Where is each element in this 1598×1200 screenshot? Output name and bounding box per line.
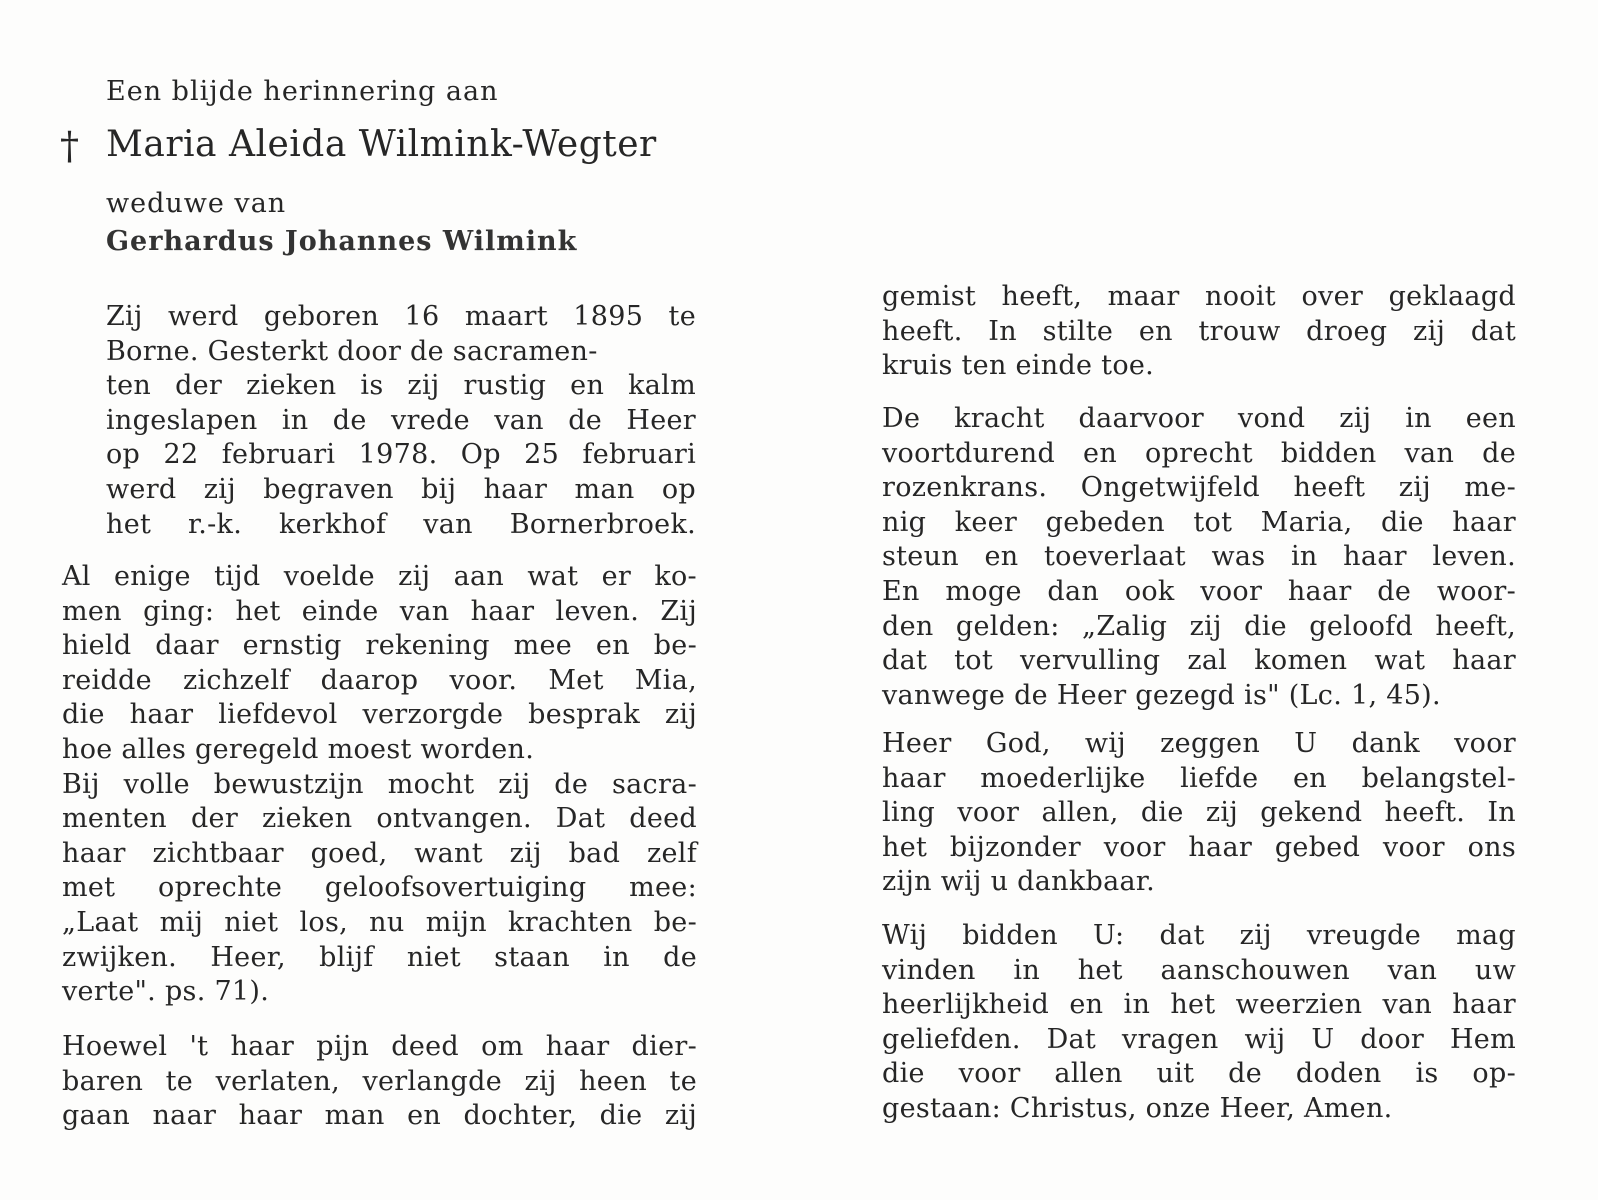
- text-line: den gelden: „Zalig zij die geloofd heeft,: [882, 610, 1516, 642]
- text-line: En moge dan ook voor haar de woor-: [882, 575, 1516, 607]
- text-line: Zij werd geboren 16 maart 1895 te: [106, 301, 696, 332]
- text-line: ten der zieken is zij rustig en kalm: [106, 370, 696, 402]
- paragraph-birth-death: [106, 300, 696, 542]
- text-line: Hoewel 't haar pijn deed om haar dier-: [62, 1031, 697, 1062]
- text-line: zijn wij u dankbaar.: [882, 866, 1156, 898]
- text-line: vanwege de Heer gezegd is" (Lc. 1, 45).: [882, 679, 1441, 711]
- text-line: geliefden. Dat vragen wij U door Hem: [882, 1023, 1516, 1055]
- text-line: heerlijkheid en in het weerzien van haar: [882, 989, 1516, 1021]
- text-line: vinden in het aanschouwen van uw: [882, 954, 1516, 986]
- text-line: Bij volle bewustzijn mocht zij de sacra-: [62, 768, 697, 800]
- text-line: op 22 februari 1978. Op 25 februari: [106, 439, 696, 471]
- text-line: gaan naar haar man en dochter, die zij: [62, 1100, 697, 1132]
- text-line: men ging: het einde van haar leven. Zij: [62, 595, 697, 627]
- text-line: werd zij begraven bij haar man op: [106, 473, 696, 505]
- text-line: die haar liefdevol verzorgde besprak zij: [62, 699, 697, 731]
- text-line: Borne. Gesterkt door de sacramen-: [106, 335, 598, 367]
- text-line: gemist heeft, maar nooit over geklaagd: [882, 281, 1516, 312]
- deceased-name: Maria Aleida Wilmink-Wegter: [106, 124, 657, 165]
- paragraph-prayer: [882, 919, 1516, 1127]
- text-line: „Laat mij niet los, nu mijn krachten be-: [62, 906, 697, 938]
- text-line: ling voor allen, die zij gekend heeft. In: [882, 797, 1516, 829]
- paragraph-farewell: [62, 1030, 697, 1134]
- text-line: voortdurend en oprecht bidden van de: [882, 437, 1516, 469]
- text-line: kruis ten einde toe.: [882, 350, 1155, 382]
- text-line: het r.-k. kerkhof van Bornerbroek.: [106, 508, 696, 540]
- text-line: heeft. In stilte en trouw droeg zij dat: [882, 315, 1516, 347]
- cross-icon: †: [60, 124, 79, 168]
- paragraph-final-days: [62, 560, 697, 1010]
- husband-name: Gerhardus Johannes Wilmink: [106, 226, 578, 257]
- paragraph-thanks: [882, 727, 1516, 900]
- text-line: haar zichtbaar goed, want zij bad zelf: [62, 837, 697, 869]
- text-line: die voor allen uit de doden is op-: [882, 1058, 1516, 1090]
- text-line: hoe alles geregeld moest worden.: [62, 733, 535, 765]
- text-line: haar moederlijke liefde en belangstel-: [882, 762, 1516, 794]
- text-line: Heer God, wij zeggen U dank voor: [882, 728, 1516, 759]
- text-line: rozenkrans. Ongetwijfeld heeft zij me-: [882, 472, 1516, 504]
- intro-line: Een blijde herinnering aan: [106, 76, 499, 107]
- paragraph-rosary: [882, 402, 1516, 713]
- paragraph-continued: [882, 280, 1516, 384]
- text-line: met oprechte geloofsovertuiging mee:: [62, 872, 697, 904]
- text-line: De kracht daarvoor vond zij in een: [882, 403, 1516, 434]
- text-line: gestaan: Christus, onze Heer, Amen.: [882, 1092, 1393, 1124]
- text-line: ingeslapen in de vrede van de Heer: [106, 404, 696, 436]
- text-line: Wij bidden U: dat zij vreugde mag: [882, 920, 1516, 951]
- text-line: baren te verlaten, verlangde zij heen te: [62, 1065, 697, 1097]
- text-line: nig keer gebeden tot Maria, die haar: [882, 506, 1516, 538]
- text-line: steun en toeverlaat was in haar leven.: [882, 541, 1516, 573]
- widow-of-label: weduwe van: [106, 188, 287, 219]
- text-line: reidde zichzelf daarop voor. Met Mia,: [62, 664, 697, 696]
- text-line: hield daar ernstig rekening mee en be-: [62, 630, 697, 662]
- text-line: verte". ps. 71).: [62, 976, 270, 1008]
- text-line: menten der zieken ontvangen. Dat deed: [62, 803, 697, 835]
- text-line: zwijken. Heer, blijf niet staan in de: [62, 941, 697, 973]
- text-line: het bijzonder voor haar gebed voor ons: [882, 831, 1516, 863]
- text-line: Al enige tijd voelde zij aan wat er ko-: [62, 561, 697, 592]
- text-line: dat tot vervulling zal komen wat haar: [882, 645, 1516, 677]
